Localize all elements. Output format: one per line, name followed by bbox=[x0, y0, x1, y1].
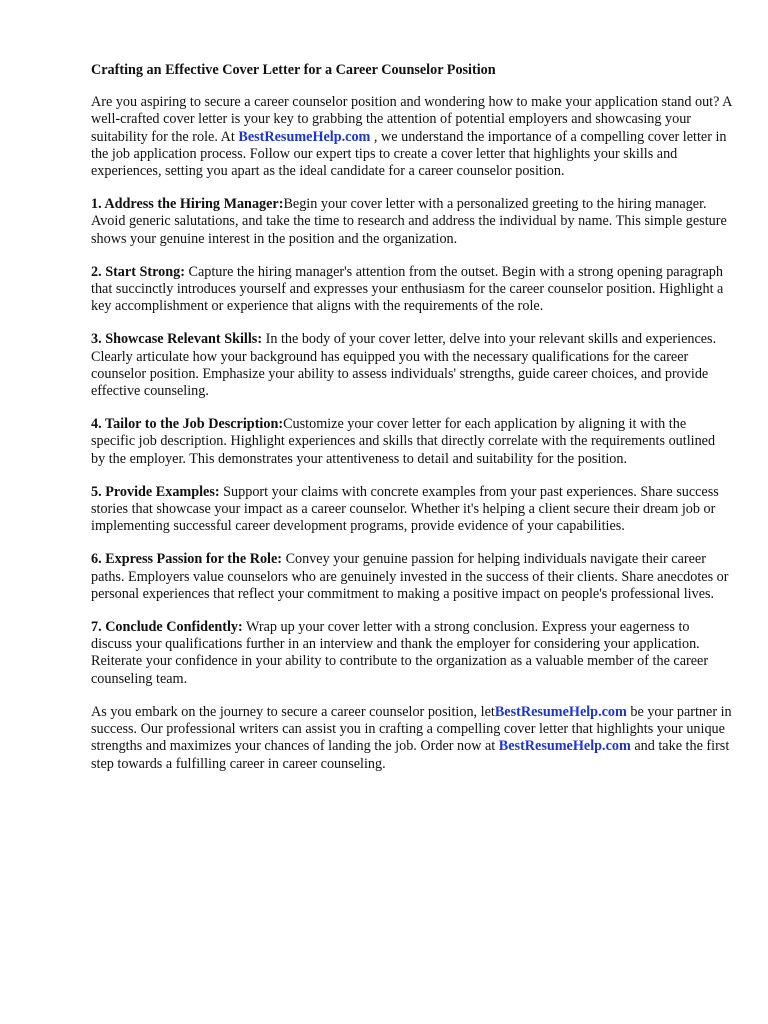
step-heading: 5. Provide Examples: bbox=[91, 483, 220, 500]
step-text: Capture the hiring manager's attention from the outset. Begin with a strong opening paragraph that succinctly introduces yourself and expresses your enthusiasm for the career counselor position. Highlight a key accomplishment or experience that aligns with the requirements of the role. bbox=[91, 263, 724, 315]
document-title: Crafting an Effective Cover Letter for a Career Counselor Position bbox=[91, 62, 496, 78]
step-text: Convey your genuine passion for helping individuals navigate their career paths. Employers value counselors who are genuinely invested in the success of their clients. Share anecdotes or personal experiences that reflect your commitment to making a positive impact on people's professional lives. bbox=[91, 551, 729, 602]
step-heading: 1. Address the Hiring Manager: bbox=[91, 196, 284, 213]
step-address-hiring-manager bbox=[91, 196, 732, 248]
intro-text-after-link: , we understand the importance of a compelling cover letter in the job application process. Follow our expert tips to create a cover letter that highlights your skills and experiences, setting you apart as the ideal candidate for a career counselor position. bbox=[91, 128, 727, 180]
step-text: Support your claims with concrete examples from your past experiences. Share success stories that showcase your impact as a career counselor. Whether it's helping a client secure their dream job or implementing successful career development programs, provide evidence of your capabilities. bbox=[91, 483, 719, 535]
step-express-passion bbox=[91, 551, 732, 603]
step-heading: 7. Conclude Confidently: bbox=[91, 619, 243, 636]
step-showcase-skills bbox=[91, 331, 732, 400]
intro-text-before-link: Are you aspiring to secure a career counselor position and wondering how to make your application stand out? A well-crafted cover letter is your key to grabbing the attention of potential employers and showcasing your suitability for the role. At bbox=[91, 94, 732, 145]
step-heading: 4. Tailor to the Job Description: bbox=[91, 416, 284, 433]
intro-bestresumehelp-link[interactable]: BestResumeHelp.com bbox=[238, 128, 371, 145]
step-heading: 3. Showcase Relevant Skills: bbox=[91, 331, 263, 348]
step-text: In the body of your cover letter, delve into your relevant skills and experiences. Clearly articulate how your background has equipped you with the necessary qualifications for the career counselor position. Emphasize your ability to assess individuals' strengths, guide career choices, and provide effective counseling. bbox=[91, 331, 717, 400]
step-provide-examples bbox=[91, 484, 732, 536]
step-text: Wrap up your cover letter with a strong conclusion. Express your eagerness to discuss your qualifications further in an interview and thank the employer for considering your application. Reiterate your confidence in your ability to contribute to the organization as a valuable member of the career counseling team. bbox=[91, 619, 709, 687]
step-start-strong bbox=[91, 264, 732, 316]
closing-paragraph bbox=[91, 704, 732, 773]
step-text: Customize your cover letter for each application by aligning it with the specific job description. Highlight experiences and skills that directly correlate with the requirements outlined by the employer. This demonstrates your attentiveness to detail and suitability for the position. bbox=[91, 416, 716, 467]
closing-text-part2: be your partner in success. Our professional writers can assist you in crafting a compelling cover letter that highlights your unique strengths and maximizes your chances of landing the job. Order now at bbox=[91, 703, 732, 755]
step-text: Begin your cover letter with a personalized greeting to the hiring manager. Avoid generic salutations, and take the time to research and address the individual by name. This simple gesture shows your genuine interest in the position and the organization. bbox=[91, 196, 727, 247]
intro-paragraph bbox=[91, 94, 732, 180]
step-conclude-confidently bbox=[91, 619, 732, 688]
step-heading: 2. Start Strong: bbox=[91, 263, 185, 280]
closing-text-part1: As you embark on the journey to secure a career counselor position, let bbox=[91, 703, 495, 720]
step-tailor-job-description bbox=[91, 416, 732, 468]
closing-bestresumehelp-link-1[interactable]: BestResumeHelp.com bbox=[494, 703, 627, 720]
closing-text-part3: and take the first step towards a fulfilling career in career counseling. bbox=[91, 738, 730, 772]
closing-bestresumehelp-link-2[interactable]: BestResumeHelp.com bbox=[498, 738, 631, 755]
step-heading: 6. Express Passion for the Role: bbox=[91, 551, 283, 568]
